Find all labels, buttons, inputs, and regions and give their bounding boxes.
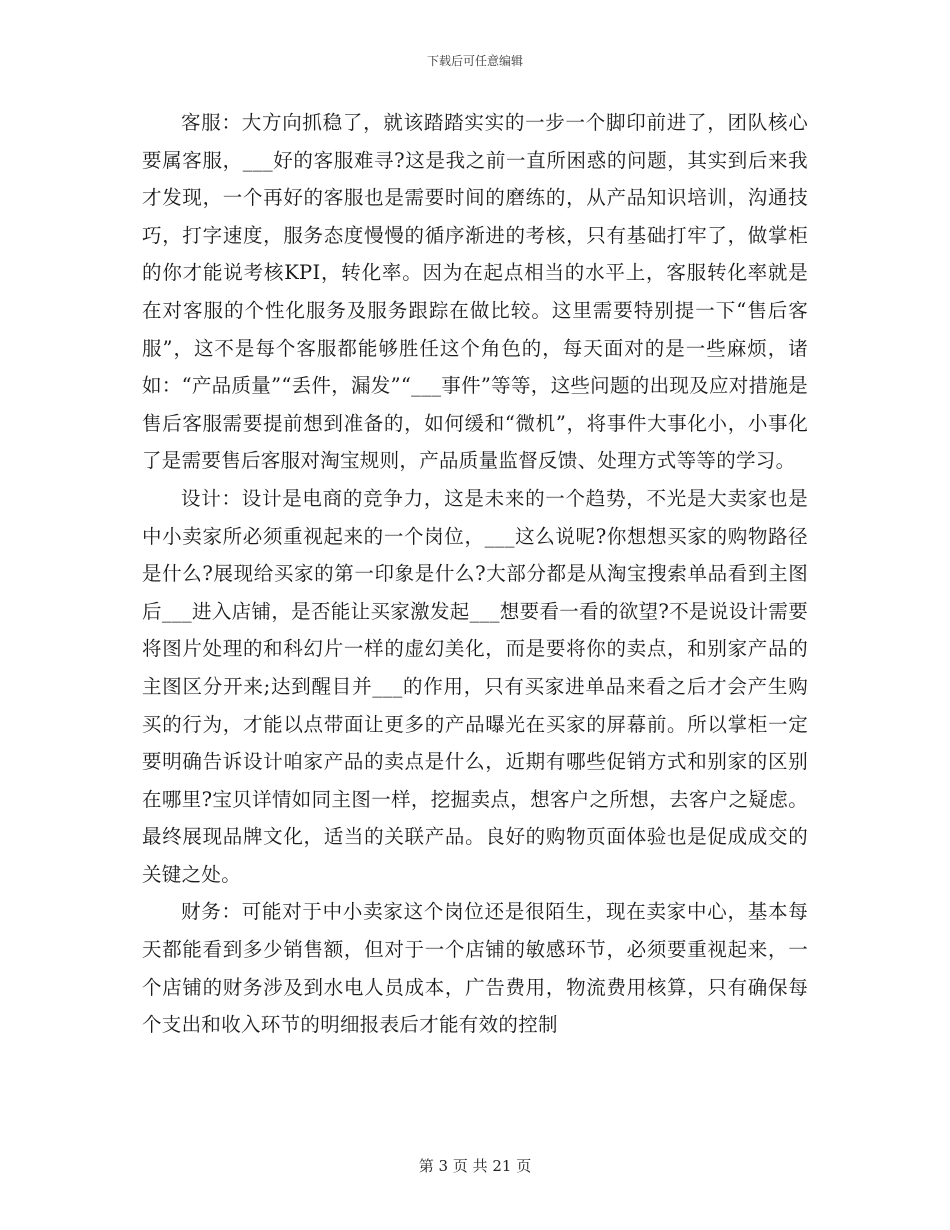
paragraph-customer-service: 客服：大方向抓稳了，就该踏踏实实的一步一个脚印前进了，团队核心要属客服，___好的客服难寻?这是我之前一直所困惑的问题，其实到后来我才发现，一个再好的客服也是需要时间的磨练的，从产品知识培训，沟通技巧，打字速度，服务态度慢慢的循序渐进的考核，只有基础打牢了，做掌柜的你才能说考核KPI，转化率。因为在起点相当的水平上，客服转化率就是在对客服的个性化服务及服务跟踪在做比较。这里需要特别提一下“售后客服”，这不是每个客服都能够胜任这个角色的，每天面对的是一些麻烦，诸如：“产品质量”“丢件，漏发”“___事件”等等，这些问题的出现及应对措施是售后客服需要提前想到准备的，如何缓和“微机”，将事件大事化小，小事化了是需要售后客服对淘宝规则，产品质量监督反馈、处理方式等等的学习。 bbox=[142, 111, 808, 473]
page-header-note: 下载后可任意编辑 bbox=[426, 54, 523, 68]
paragraph-design: 设计：设计是电商的竞争力，这是未来的一个趋势，不光是大卖家也是中小卖家所必须重视起来的一个岗位，___这么说呢?你想想买家的购物路径是什么?展现给买家的第一印象是什么?大部分都是从淘宝搜索单品看到主图后___进入店铺，是否能让买家激发起___想要看一看的欲望?不是说设计需要将图片处理的和科幻片一样的虚幻美化，而是要将你的卖点，和别家产品的主图区分开来;达到醒目并___的作用，只有买家进单品来看之后才会产生购买的行为，才能以点带面让更多的产品曝光在买家的屏幕前。所以掌柜一定要明确告诉设计咱家产品的卖点是什么，近期有哪些促销方式和别家的区别在哪里?宝贝详情如同主图一样，挖掘卖点，想客户之所想，去客户之疑虑。最终展现品牌文化，适当的关联产品。良好的购物页面体验也是促成成交的关键之处。 bbox=[142, 486, 808, 886]
paragraph-finance: 财务：可能对于中小卖家这个岗位还是很陌生，现在卖家中心，基本每天都能看到多少销售额，但对于一个店铺的敏感环节，必须要重视起来，一个店铺的财务涉及到水电人员成本，广告费用，物流费用核算，只有确保每个支出和收入环节的明细报表后才能有效的控制 bbox=[142, 900, 808, 1037]
document-body bbox=[142, 104, 808, 1044]
page-number: 第 3 页 共 21 页 bbox=[418, 1157, 532, 1175]
